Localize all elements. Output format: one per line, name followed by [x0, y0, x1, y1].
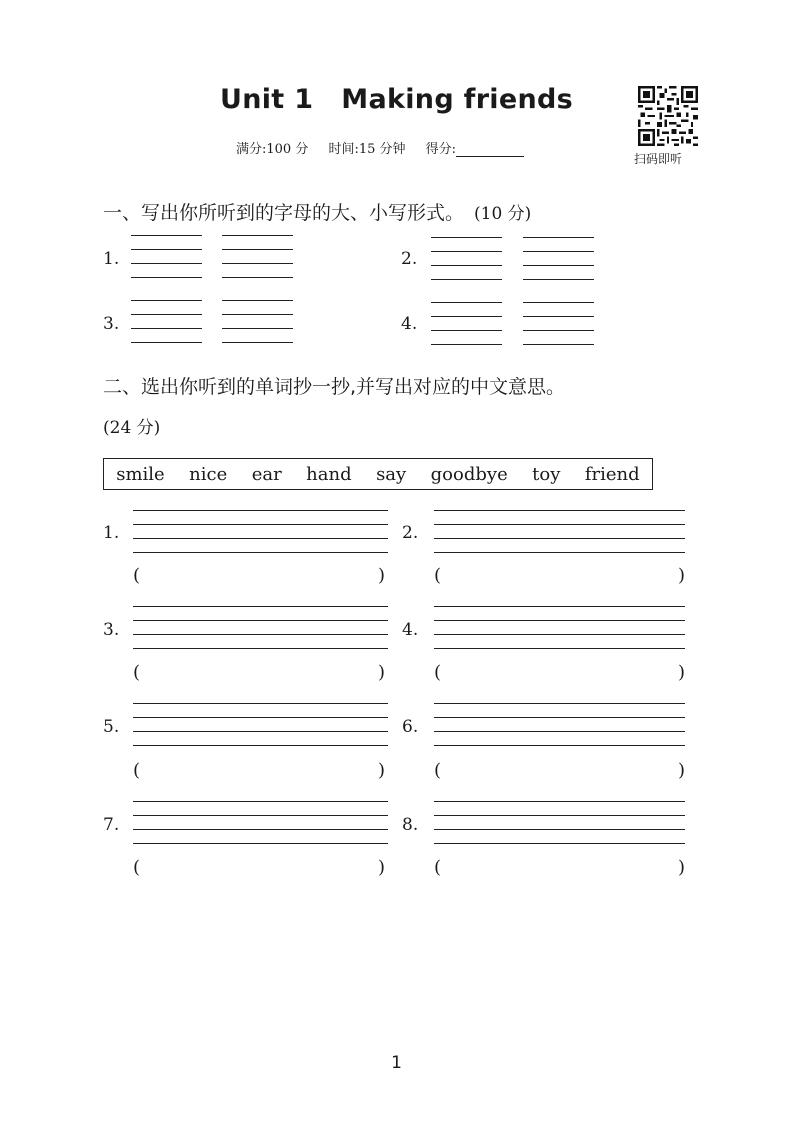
- section2-item-number: 7.: [103, 815, 120, 835]
- writing-line[interactable]: [431, 302, 502, 303]
- word-bank-item: hand: [306, 463, 352, 485]
- paren-close: ): [678, 760, 686, 781]
- section2-points: (24 分): [103, 418, 161, 438]
- writing-line[interactable]: [523, 237, 594, 238]
- writing-line[interactable]: [133, 538, 388, 539]
- writing-line[interactable]: [434, 843, 685, 844]
- section2-item-number: 6.: [402, 717, 419, 737]
- writing-line[interactable]: [431, 251, 502, 252]
- paren-open: (: [434, 760, 442, 781]
- writing-line[interactable]: [133, 648, 388, 649]
- writing-line[interactable]: [434, 538, 685, 539]
- writing-line[interactable]: [434, 815, 685, 816]
- paren-open: (: [434, 662, 442, 683]
- writing-line[interactable]: [523, 344, 594, 345]
- score-label: 得分:: [425, 142, 457, 157]
- page-number: 1: [391, 1053, 402, 1073]
- writing-line[interactable]: [431, 265, 502, 266]
- writing-line[interactable]: [434, 703, 685, 704]
- word-bank-item: ear: [251, 463, 282, 485]
- writing-line[interactable]: [131, 342, 202, 343]
- word-bank: [103, 458, 653, 490]
- full-score: 满分:100 分: [236, 142, 309, 157]
- paren-close: ): [678, 857, 686, 878]
- writing-line[interactable]: [434, 717, 685, 718]
- writing-line[interactable]: [523, 302, 594, 303]
- paren-close: ): [378, 760, 386, 781]
- section2-item-number: 2.: [402, 523, 419, 543]
- writing-line[interactable]: [434, 801, 685, 802]
- writing-line[interactable]: [431, 330, 502, 331]
- writing-line[interactable]: [133, 815, 388, 816]
- section1-item-number: 1.: [103, 249, 120, 269]
- writing-line[interactable]: [133, 634, 388, 635]
- writing-line[interactable]: [222, 342, 293, 343]
- writing-line[interactable]: [133, 843, 388, 844]
- paren-open: (: [133, 662, 141, 683]
- paren-close: ): [678, 565, 686, 586]
- writing-line[interactable]: [222, 249, 293, 250]
- writing-line[interactable]: [133, 703, 388, 704]
- writing-line[interactable]: [523, 316, 594, 317]
- exam-meta: [236, 138, 540, 157]
- paren-close: ): [378, 857, 386, 878]
- writing-line[interactable]: [133, 731, 388, 732]
- writing-line[interactable]: [222, 263, 293, 264]
- writing-line[interactable]: [131, 328, 202, 329]
- writing-line[interactable]: [523, 330, 594, 331]
- writing-line[interactable]: [434, 524, 685, 525]
- writing-line[interactable]: [133, 524, 388, 525]
- writing-line[interactable]: [434, 731, 685, 732]
- writing-line[interactable]: [131, 277, 202, 278]
- paren-open: (: [434, 857, 442, 878]
- word-bank-item: friend: [584, 463, 640, 485]
- writing-line[interactable]: [222, 277, 293, 278]
- section1-heading: [103, 198, 531, 225]
- paren-open: (: [133, 565, 141, 586]
- writing-line[interactable]: [434, 552, 685, 553]
- writing-line[interactable]: [434, 510, 685, 511]
- writing-line[interactable]: [133, 510, 388, 511]
- paren-open: (: [133, 857, 141, 878]
- writing-line[interactable]: [434, 648, 685, 649]
- word-bank-item: toy: [532, 463, 561, 485]
- writing-line[interactable]: [133, 829, 388, 830]
- writing-line[interactable]: [434, 606, 685, 607]
- section1-item-number: 3.: [103, 314, 120, 334]
- section2-heading: 二、选出你听到的单词抄一抄,并写出对应的中文意思。: [103, 376, 566, 398]
- writing-line[interactable]: [523, 251, 594, 252]
- writing-line[interactable]: [431, 316, 502, 317]
- writing-line[interactable]: [131, 263, 202, 264]
- writing-line[interactable]: [133, 745, 388, 746]
- word-bank-item: smile: [116, 463, 165, 485]
- word-bank-item: say: [376, 463, 407, 485]
- writing-line[interactable]: [434, 620, 685, 621]
- writing-line[interactable]: [131, 235, 202, 236]
- writing-line[interactable]: [131, 300, 202, 301]
- paren-close: ): [678, 662, 686, 683]
- writing-line[interactable]: [131, 314, 202, 315]
- writing-line[interactable]: [222, 300, 293, 301]
- writing-line[interactable]: [222, 314, 293, 315]
- time-limit: 时间:15 分钟: [328, 142, 406, 157]
- word-bank-item: goodbye: [430, 463, 508, 485]
- writing-line[interactable]: [431, 279, 502, 280]
- score-blank[interactable]: [456, 144, 524, 157]
- writing-line[interactable]: [523, 265, 594, 266]
- writing-line[interactable]: [431, 237, 502, 238]
- title-name: Making friends: [341, 84, 573, 115]
- section2-item-number: 8.: [402, 815, 419, 835]
- writing-line[interactable]: [434, 634, 685, 635]
- section1-item-number: 4.: [401, 314, 418, 334]
- title-unit: Unit 1: [220, 84, 314, 115]
- paren-close: ): [378, 662, 386, 683]
- writing-line[interactable]: [133, 801, 388, 802]
- section2-item-number: 4.: [402, 620, 419, 640]
- writing-line[interactable]: [133, 717, 388, 718]
- word-bank-item: nice: [189, 463, 228, 485]
- writing-line[interactable]: [434, 745, 685, 746]
- writing-line[interactable]: [133, 552, 388, 553]
- writing-line[interactable]: [222, 328, 293, 329]
- paren-close: ): [378, 565, 386, 586]
- writing-line[interactable]: [131, 249, 202, 250]
- section1-points: (10 分): [474, 204, 532, 224]
- writing-line[interactable]: [434, 829, 685, 830]
- qr-code-icon[interactable]: [638, 86, 698, 146]
- section1-item-number: 2.: [401, 249, 418, 269]
- writing-line[interactable]: [431, 344, 502, 345]
- section2-item-number: 5.: [103, 717, 120, 737]
- section2-item-number: 1.: [103, 523, 120, 543]
- paren-open: (: [434, 565, 442, 586]
- writing-line[interactable]: [133, 606, 388, 607]
- paren-open: (: [133, 760, 141, 781]
- writing-line[interactable]: [133, 620, 388, 621]
- section1-title: 一、写出你所听到的字母的大、小写形式。: [103, 202, 465, 224]
- section2-item-number: 3.: [103, 620, 120, 640]
- writing-line[interactable]: [222, 235, 293, 236]
- writing-line[interactable]: [523, 279, 594, 280]
- qr-label: 扫码即听: [634, 152, 683, 166]
